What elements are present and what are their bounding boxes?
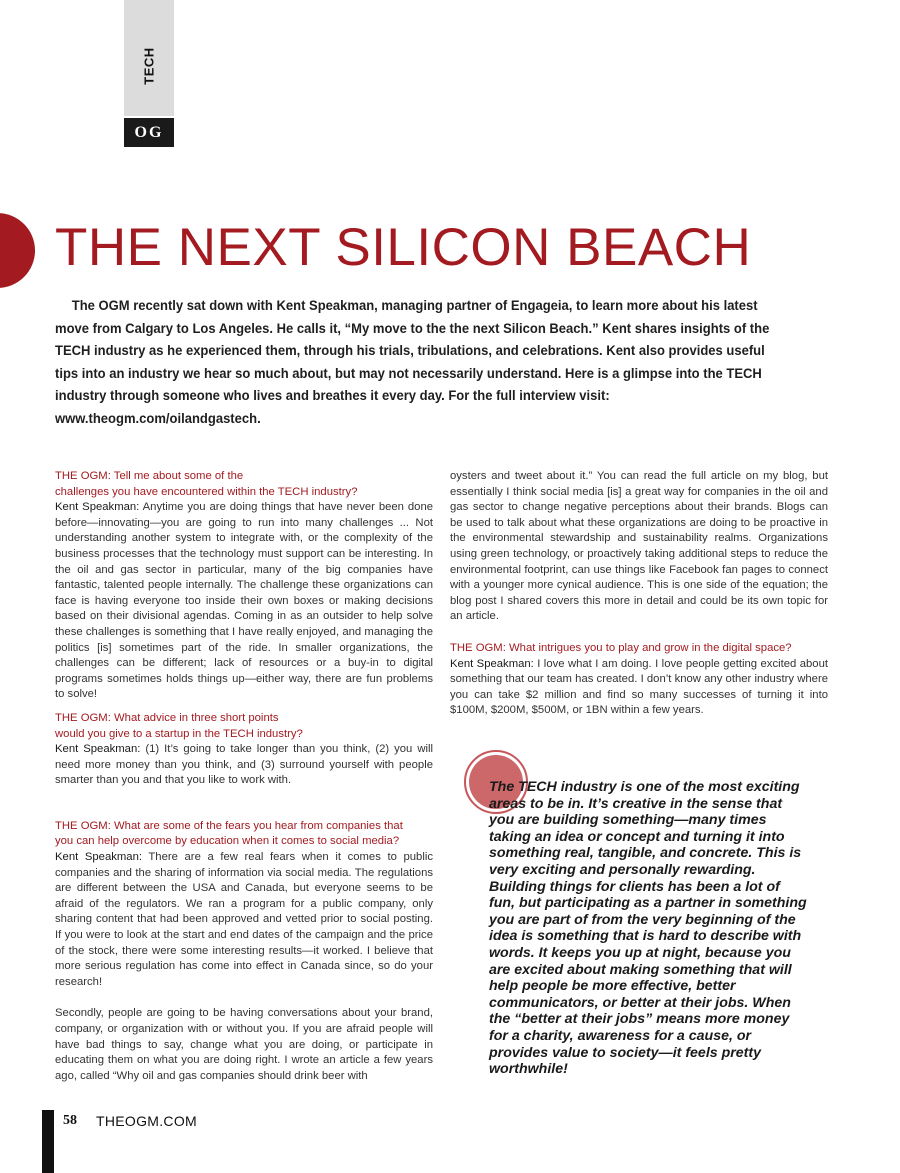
speaker-label: Kent Speakman: — [450, 657, 534, 670]
pull-quote: The TECH industry is one of the most exciting areas to be in. It’s creative in the sense that you are building something—many times taking an idea or concept and turning it into something real, tangible, and concrete. This is very exciting and personally rewarding. Building things for clients has been a lot of fun, but participating as a partner in something you are part of from the very beginning of the idea is something that is hard to describe with words. It keeps you up at night, because you are excited about making something that will help people be more effective, better communicators, or better at their jobs. When the “better at their jobs” means more money for a charity, awareness for a cause, or provides value to society—it feels pretty worthwhile! — [489, 779, 807, 1078]
answer-2 — [55, 742, 433, 789]
og-logo: OG — [124, 118, 174, 147]
question-2 — [55, 711, 433, 742]
question-text: What are some of the fears you hear from companies that — [114, 819, 403, 832]
speaker-label: Kent Speakman: — [55, 743, 141, 756]
question-text: challenges you have encountered within the TECH industry? — [55, 485, 358, 498]
left-column — [55, 469, 433, 1084]
right-column — [450, 469, 828, 719]
question-text: would you give to a startup in the TECH industry? — [55, 727, 303, 740]
article-intro: The OGM recently sat down with Kent Speakman, managing partner of Engageia, to learn more about his latest move from Calgary to Los Angeles. He calls it, “My move to the the next Silicon Beach.” Kent shares insights of the TECH industry as he experienced them, through his trials, tribulations, and celebrations. Kent also provides useful tips into an industry we hear so much about, but may not necessarily understand. Here is a glimpse into the TECH industry through someone who lives and breathes it every day. For the full interview visit: www.theogm.com/oilandgastech. — [55, 297, 770, 426]
question-label: THE OGM: — [450, 641, 506, 654]
answer-text: I love what I am doing. I love people getting excited about something that our team has created. I don’t know any other industry where you can take $2 million and find so many successes of turning it into $100M, $200M, $500M, or 1BN within a few years. — [450, 657, 828, 717]
answer-text: There are a few real fears when it comes to public companies and the sharing of information via social media. The regulations are different between the USA and Canada, but everyone seems to be afraid of the regulators. We ran a program for a public company, only sharing content that had been approved and vetted prior to social posting. If you were to look at the start and end dates of the campaign and the price of the stock, there were some interesting results—it worked. I believe that more serious regulation has come into effect in Canada since, so do your research! — [55, 851, 433, 988]
question-1 — [55, 469, 433, 500]
page-number: 58 — [63, 1113, 77, 1128]
answer-text: (1) It’s going to take longer than you think, (2) you will need more money than you think, and (3) surround yourself with people smarter than you and that you like to work with. — [55, 743, 434, 787]
question-4 — [450, 641, 828, 657]
speaker-label: Kent Speakman: — [55, 501, 140, 514]
question-text: What intrigues you to play and grow in the digital space? — [509, 641, 792, 654]
question-label: THE OGM: — [55, 470, 111, 482]
question-text: you can help overcome by education when it comes to social media? — [55, 835, 400, 848]
footer-bar — [42, 1110, 54, 1173]
question-text: What advice in three short points — [114, 711, 279, 724]
question-label: THE OGM: — [55, 819, 111, 832]
question-text: Tell me about some of the — [113, 470, 244, 482]
question-3 — [55, 819, 433, 850]
paragraph-secondly: Secondly, people are going to be having conversations about your brand, company, or organization with or without you. If you are afraid people will have bad things to say, change what you are doing, or participate in educating them on what you are doing right. I wrote an article a few years ago, called “Why oil and gas companies should drink beer with — [55, 1007, 433, 1082]
answer-text: Anytime you are doing things that have never been done before—innovating—you are going to run into many challenges ... Not understanding another system to integrate with, or the complexity of the business processes that the technology must support can be interesting. In the oil and gas sector in particular, many of the big companies have fantastic, talented people internally. The challenge these organizations can face is having everyone too inside their own boxes or making decisions based on their divisional agendas. Coming in as an outsider to help solve these challenges is something that I have really enjoyed, and managing the politics [is] sometimes part of the ride. In smaller organizations, the challenges can be different; lack of resources or a buy-in to digital programs sometimes holds things up—either way, there are fun problems to solve! — [55, 501, 434, 701]
speaker-label: Kent Speakman: — [55, 851, 142, 864]
paragraph-continued: oysters and tweet about it.” You can read the full article on my blog, but essentially I think social media [is] a great way for companies in the oil and gas sector to change negative perceptions about their brands. Blogs can be used to talk about what these organizations are doing to be proactive in the environmental stewardship and sustainability realms. Organizations using green technology, or proactively taking additional steps to reduce the environmental footprint, can use things like Facebook fan pages to connect with a younger more cynical audience. This is one side of the equation; the blog post I shared covers this more in detail and could be its own topic for an article. — [450, 470, 828, 623]
answer-1 — [55, 500, 433, 703]
answer-4 — [450, 657, 828, 719]
section-tab-label: TECH — [141, 47, 157, 85]
article-title: THE NEXT SILICON BEACH — [55, 218, 752, 277]
section-tab — [124, 0, 174, 116]
site-name: THEOGM.COM — [96, 1113, 197, 1129]
answer-3 — [55, 850, 433, 990]
question-label: THE OGM: — [55, 711, 111, 724]
red-circle-decoration — [0, 213, 35, 288]
